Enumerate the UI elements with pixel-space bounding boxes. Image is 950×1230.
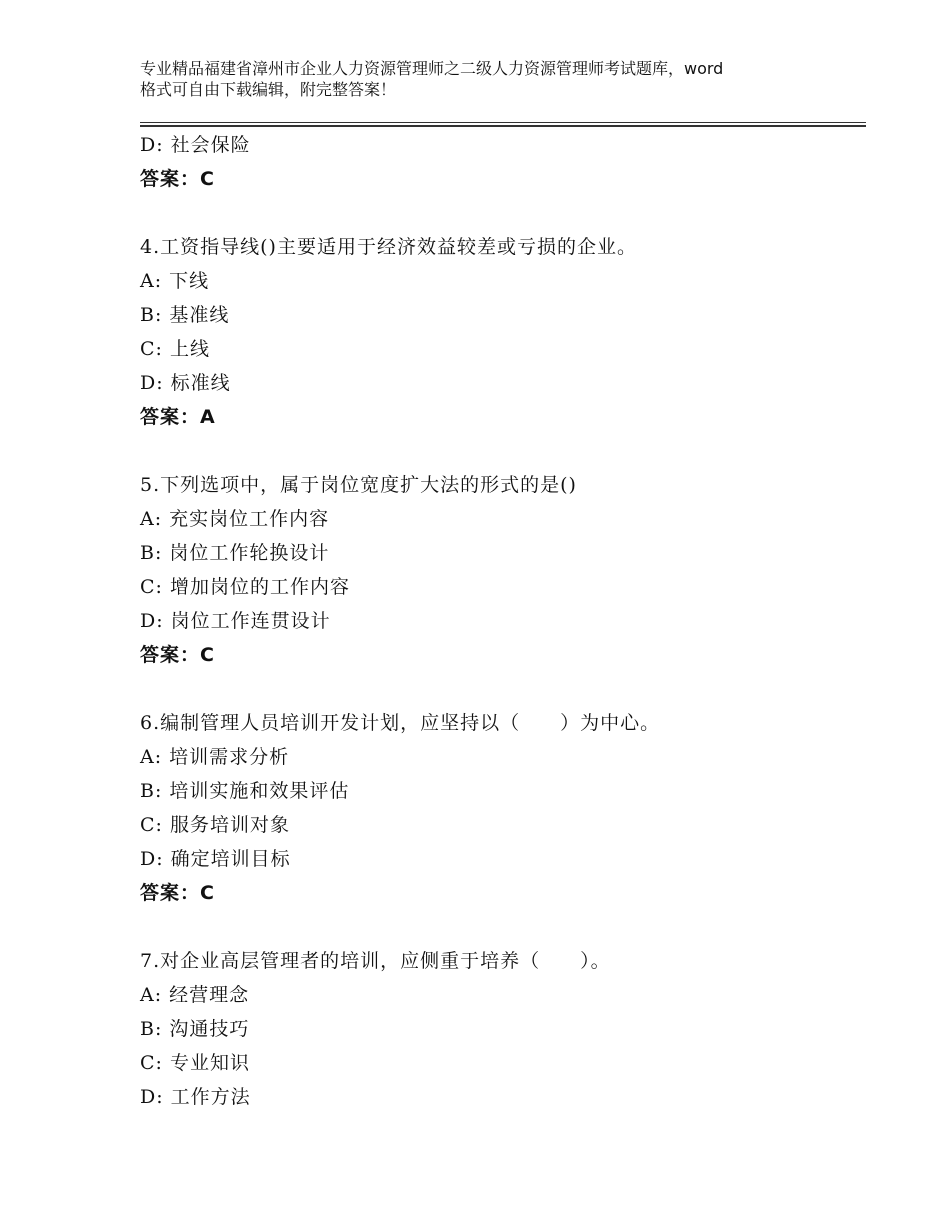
option-d: D: 标准线	[140, 372, 231, 394]
option-c: C: 服务培训对象	[140, 814, 290, 836]
answer: 答案：C	[140, 644, 215, 666]
option-c: C: 增加岗位的工作内容	[140, 576, 350, 598]
option-b: B: 沟通技巧	[140, 1018, 250, 1040]
option-b: B: 培训实施和效果评估	[140, 780, 350, 802]
question-7	[140, 944, 870, 1114]
option-d: D: 工作方法	[140, 1086, 251, 1108]
header-title-line-2: 格式可自由下载编辑，附完整答案！	[140, 80, 397, 99]
header-title-line-1: 专业精品福建省漳州市企业人力资源管理师之二级人力资源管理师考试题库，word	[140, 59, 724, 78]
question-5	[140, 468, 870, 672]
option-c: C: 专业知识	[140, 1052, 250, 1074]
header-divider-thin	[140, 122, 866, 123]
answer: 答案：A	[140, 406, 216, 428]
spacer	[140, 672, 870, 706]
option-a: A: 充实岗位工作内容	[140, 508, 330, 530]
question-title: 5.下列选项中，属于岗位宽度扩大法的形式的是()	[140, 474, 577, 496]
option-b: B: 岗位工作轮换设计	[140, 542, 330, 564]
option-c: C: 上线	[140, 338, 210, 360]
spacer	[140, 434, 870, 468]
answer: 答案：C	[140, 882, 215, 904]
question-title: 4.工资指导线()主要适用于经济效益较差或亏损的企业。	[140, 236, 637, 258]
option-b: B: 基准线	[140, 304, 230, 326]
prev-answer: 答案：C	[140, 168, 215, 190]
option-d: D: 岗位工作连贯设计	[140, 610, 331, 632]
option-a: A: 经营理念	[140, 984, 250, 1006]
option-a: A: 下线	[140, 270, 210, 292]
header-divider-thick	[140, 125, 866, 127]
spacer	[140, 196, 870, 230]
question-title: 6.编制管理人员培训开发计划，应坚持以（ ）为中心。	[140, 712, 661, 734]
question-list	[140, 128, 870, 1114]
spacer	[140, 910, 870, 944]
option-a: A: 培训需求分析	[140, 746, 290, 768]
option-d: D: 确定培训目标	[140, 848, 291, 870]
prev-option-d: D: 社会保险	[140, 134, 251, 156]
document-header	[140, 58, 840, 100]
question-4	[140, 230, 870, 434]
question-title: 7.对企业高层管理者的培训，应侧重于培养（ ）。	[140, 950, 611, 972]
question-6	[140, 706, 870, 910]
